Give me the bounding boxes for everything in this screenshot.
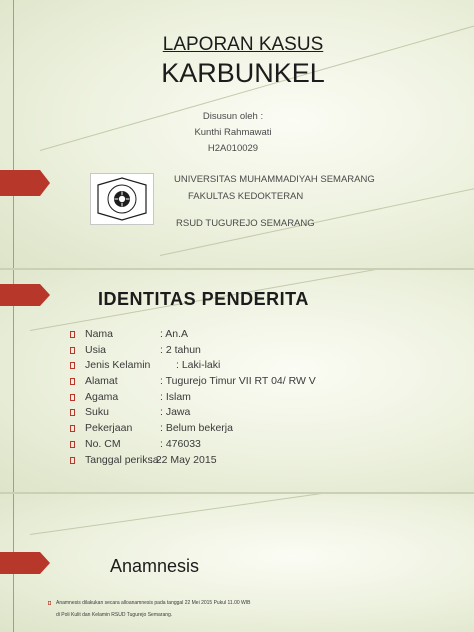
red-arrow-tab: [0, 284, 50, 306]
square-bullet-icon: [70, 331, 75, 338]
university-logo: [90, 173, 154, 225]
square-bullet-icon: [70, 378, 75, 385]
red-arrow-tab: [0, 552, 50, 574]
square-bullet-icon: [70, 347, 75, 354]
field-label: Agama: [85, 390, 119, 403]
slide-title-line1: LAPORAN KASUS: [162, 34, 324, 55]
decorative-streak: [30, 494, 474, 535]
anamnesis-line2: di Poli Kulit dan Kelamin RSUD Tugurejo Semarang.: [56, 612, 173, 618]
square-bullet-icon: [70, 394, 75, 401]
field-label: No. CM: [85, 437, 121, 450]
field-label: Nama: [85, 328, 114, 340]
field-value: : 476033: [160, 437, 201, 450]
field-value: : Islam: [160, 390, 191, 403]
square-bullet-icon: [48, 601, 51, 605]
field-label: Tanggal periksa: [85, 453, 159, 466]
square-bullet-icon: [70, 362, 75, 369]
field-value: : Jawa: [160, 406, 191, 419]
square-bullet-icon: [70, 409, 75, 416]
field-value: : 22 May 2015: [150, 453, 217, 466]
square-bullet-icon: [70, 457, 75, 464]
university-name: UNIVERSITAS MUHAMMADIYAH SEMARANG: [174, 174, 375, 185]
field-value: : 2 tahun: [160, 343, 201, 356]
field-label: Suku: [85, 406, 109, 419]
anamnesis-line1: Anamnesis dilakukan secara alloanamnesis pada tanggal 22 Mei 2015 Pukul 11.00 WIB: [56, 600, 251, 606]
hospital-name: RSUD TUGUREJO SEMARANG: [176, 218, 315, 229]
field-label: Alamat: [85, 375, 118, 388]
square-bullet-icon: [70, 425, 75, 432]
faculty-name: FAKULTAS KEDOKTERAN: [188, 191, 304, 202]
anamnesis-heading: Anamnesis: [110, 556, 200, 576]
square-bullet-icon: [70, 441, 75, 448]
field-label: Usia: [85, 343, 107, 356]
student-id: H2A010029: [207, 143, 259, 154]
author-name: Kunthi Rahmawati: [194, 127, 272, 138]
university-seal-icon: [93, 176, 151, 222]
red-arrow-tab: [0, 170, 50, 196]
field-value: : An.A: [160, 328, 189, 340]
field-value: : Laki-laki: [176, 359, 221, 372]
identity-heading: IDENTITAS PENDERITA: [98, 289, 309, 309]
prepared-by-label: Disusun oleh :: [202, 111, 264, 122]
field-label: Jenis Kelamin: [85, 359, 151, 372]
field-value: : Belum bekerja: [160, 422, 233, 435]
field-label: Pekerjaan: [85, 422, 133, 435]
field-value: : Tugurejo Timur VII RT 04/ RW V: [160, 375, 316, 388]
slide-title-line2: KARBUNKEL: [161, 58, 325, 88]
